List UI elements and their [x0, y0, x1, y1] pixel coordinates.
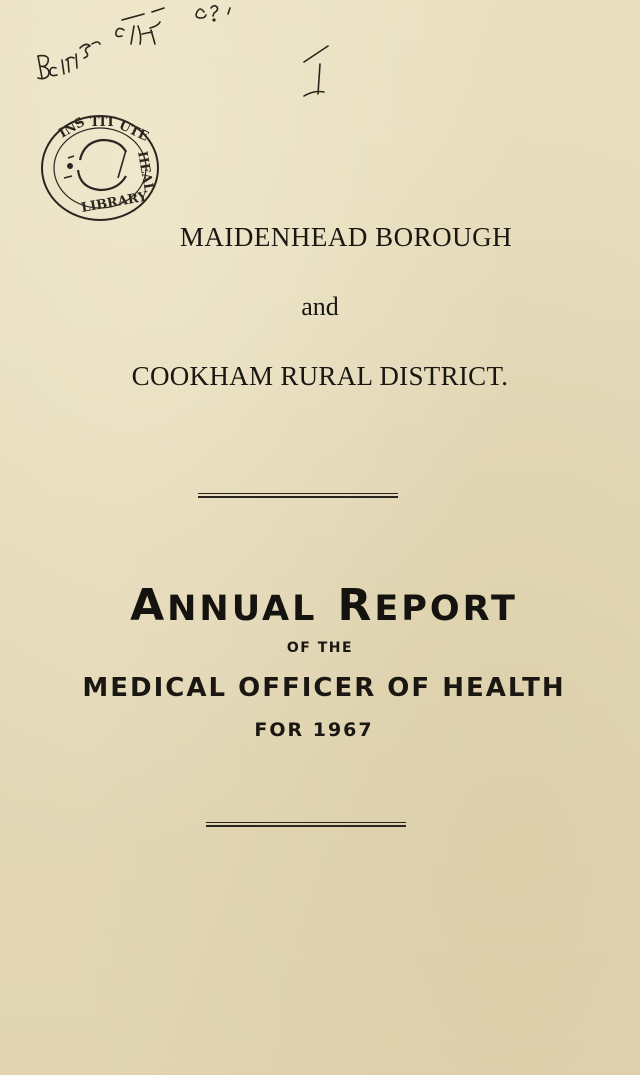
report-year: FOR 1967: [254, 719, 374, 741]
svg-text:TIT: TIT: [90, 115, 116, 130]
of-the-label: OF THE: [286, 640, 354, 656]
svg-text:INS: INS: [56, 114, 88, 142]
title-word-report: REPORT: [337, 580, 518, 631]
handwriting-drawing: [0, 0, 640, 110]
district-heading: COOKHAM RURAL DISTRICT.: [131, 361, 509, 391]
heading-conjunction: and: [301, 292, 339, 321]
stamp-seal: [38, 108, 166, 228]
svg-text:LIBRARY: LIBRARY: [80, 189, 149, 216]
library-stamp: [38, 108, 166, 228]
handwritten-annotations: [0, 0, 640, 110]
svg-text:HEAL: HEAL: [134, 150, 157, 194]
svg-text:UTE: UTE: [116, 118, 151, 145]
report-title: [0, 580, 640, 631]
top-double-rule: [198, 493, 398, 499]
borough-heading: MAIDENHEAD BOROUGH: [179, 222, 513, 252]
bottom-double-rule: [206, 822, 406, 828]
title-word-annual: ANNUAL: [130, 580, 318, 631]
report-subtitle: MEDICAL OFFICER OF HEALTH: [82, 673, 566, 703]
